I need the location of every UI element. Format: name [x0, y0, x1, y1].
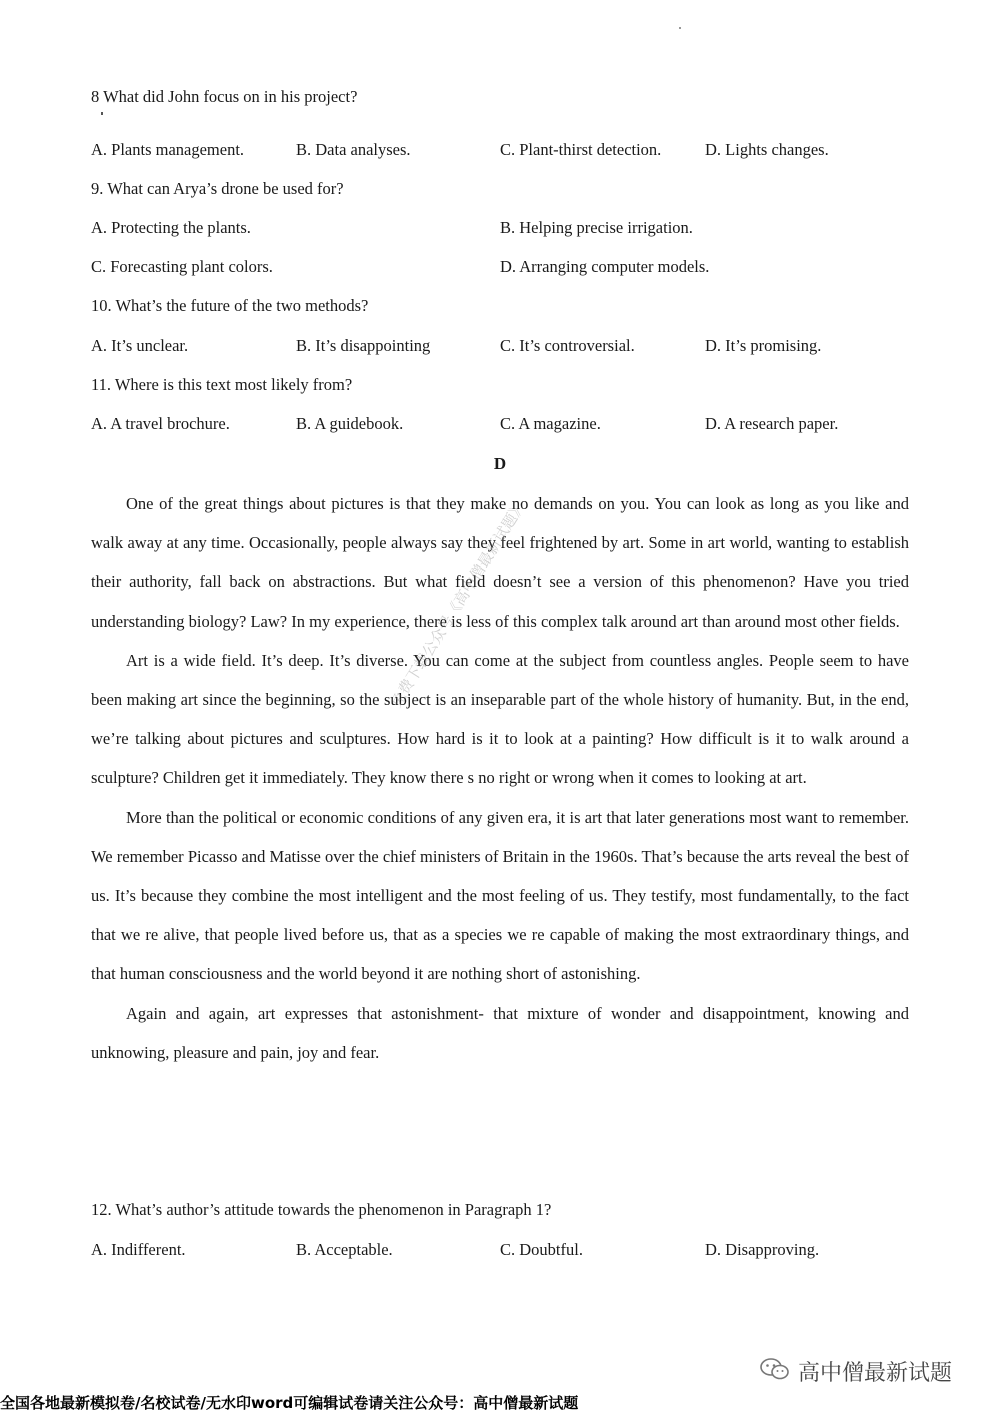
passage-paragraph-3: More than the political or economic conditions of any given era, it is art that later generations most want to remember. We remember Picasso and Matisse over the chief ministers of Britain in the 1960s. That’s because the arts reveal the best of us. It’s because they combine the most intelligent and the most feeling of us. They testify, most fundamentally, to the fact that we re alive, that people lived before us, that as a species we re capable of making the most extraordinary things, and that human consciousness and the world beyond it are nothing short of astonishing. — [91, 807, 909, 984]
passage-paragraph-1: One of the great things about pictures is that they make no demands on you. You can look as long as you like and walk away at any time. Occasionally, people always say they feel frightened by art. Some in art world, wanting to establish their authority, fall back on abstractions. But what field doesn’t see a version of this phenomenon? Have you tried understanding biology? Law? In my experience, there is less of this complex talk around art than around most other fields. — [91, 494, 909, 631]
q9-option-b: B. Helping precise irrigation. — [500, 218, 693, 237]
question-9: 9. What can Arya’s drone be used for? — [91, 179, 344, 198]
section-heading: D — [493, 454, 507, 473]
q10-option-c: C. It’s controversial. — [500, 336, 635, 355]
question-8: 8 What did John focus on in his project? — [91, 87, 358, 106]
q10-option-d: D. It’s promising. — [705, 336, 822, 355]
scan-speck — [101, 112, 103, 115]
q8-option-b: B. Data analyses. — [296, 140, 411, 159]
q12-option-d: D. Disapproving. — [705, 1240, 820, 1259]
question-12: 12. What’s author’s attitude towards the phenomenon in Paragraph 1? — [91, 1200, 552, 1219]
q11-option-b: B. A guidebook. — [296, 414, 404, 433]
q12-option-b: B. Acceptable. — [296, 1240, 393, 1259]
brand-mark — [760, 1356, 952, 1387]
q10-option-b: B. It’s disappointing — [296, 336, 431, 355]
q11-option-d: D. A research paper. — [705, 414, 839, 433]
q11-option-a: A. A travel brochure. — [91, 414, 230, 433]
question-10: 10. What’s the future of the two methods? — [91, 296, 369, 315]
q8-option-c: C. Plant-thirst detection. — [500, 140, 662, 159]
q9-option-c: C. Forecasting plant colors. — [91, 257, 273, 276]
passage-paragraph-4: Again and again, art expresses that astonishment- that mixture of wonder and disappointment, knowing and unknowing, pleasure and pain, joy and fear. — [91, 1003, 909, 1062]
q8-option-a: A. Plants management. — [91, 140, 245, 159]
q9-option-a: A. Protecting the plants. — [91, 218, 251, 237]
brand-name: 高中僧最新试题 — [798, 1361, 953, 1386]
question-11: 11. Where is this text most likely from? — [91, 375, 353, 394]
q10-option-a: A. It’s unclear. — [91, 336, 189, 355]
passage — [91, 484, 909, 1072]
q8-option-d: D. Lights changes. — [705, 140, 829, 159]
watermark: 免费下载公众号《高中僧最新试题》 — [386, 497, 530, 711]
q9-option-d: D. Arranging computer models. — [500, 257, 710, 276]
passage-paragraph-2: Art is a wide field. It’s deep. It’s diverse. You can come at the subject from countless angles. People seem to have been making art since the beginning, so the subject is an inseparable part of the whole history of humanity. But, in the end, we’re talking about pictures and sculptures. How hard is it to look at a painting? How difficult is it to walk around a sculpture? Children get it immediately. They know there s no right or wrong when it comes to looking at art. — [91, 650, 909, 788]
q11-option-c: C. A magazine. — [500, 414, 601, 433]
wechat-icon — [760, 1357, 790, 1387]
q12-option-a: A. Indifferent. — [91, 1240, 186, 1259]
q12-option-c: C. Doubtful. — [500, 1240, 583, 1259]
footer-note: 全国各地最新模拟卷/名校试卷/无水印word可编辑试卷请关注公众号：高中僧最新试题 — [0, 1394, 579, 1412]
scan-speck — [679, 27, 681, 29]
